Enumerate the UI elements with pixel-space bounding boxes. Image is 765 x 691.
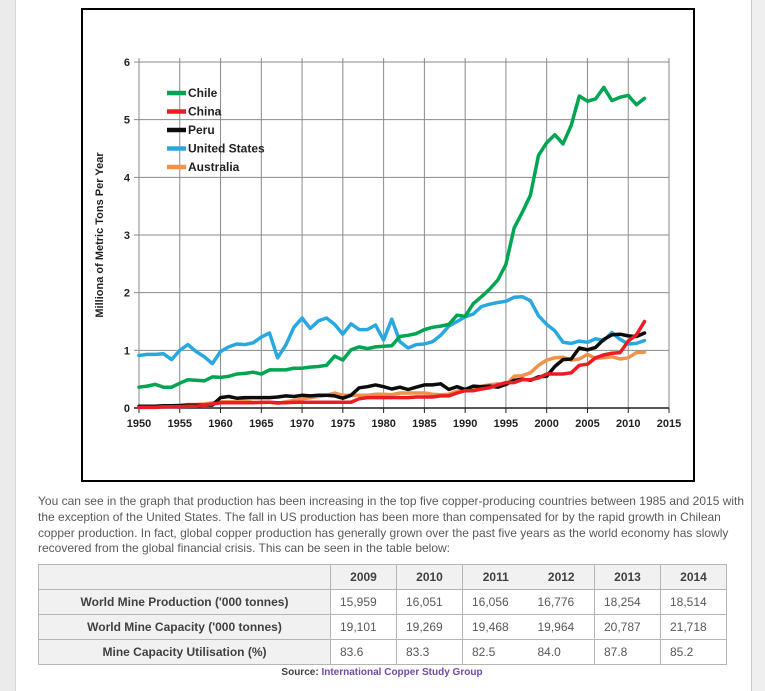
table-cell: 20,787 [595,615,661,640]
chart-figure [81,8,695,482]
y-tick-label: 0 [123,403,130,415]
table-cell: 18,514 [661,590,727,615]
page-right-margin [751,0,765,691]
row-label: World Mine Production ('000 tonnes) [39,590,331,615]
column-header: 2011 [463,565,529,590]
page-left-margin [0,0,16,691]
table-header-row [39,565,727,590]
world-mine-table [38,564,727,665]
table-row [39,640,727,665]
x-tick-label: 1950 [126,418,152,430]
x-tick-label: 1980 [371,418,396,430]
y-tick-label: 4 [123,172,130,185]
legend-label: United States [188,141,265,156]
table-cell: 83.6 [331,640,397,665]
series-line-united-states [139,297,645,364]
x-tick-label: 1975 [330,418,356,430]
table-cell: 84.0 [529,640,595,665]
x-tick-label: 2010 [615,418,641,430]
x-tick-label: 2000 [534,418,559,430]
table-cell: 16,051 [397,590,463,615]
legend-label: Australia [188,160,240,174]
table-cell: 19,468 [463,615,529,640]
table-cell: 15,959 [331,590,397,615]
table-cell: 87.8 [595,640,661,665]
source-link[interactable]: International Copper Study Group [321,667,483,678]
y-tick-label: 2 [123,287,130,300]
table-cell: 82.5 [463,640,529,665]
x-tick-label: 2015 [656,418,682,430]
source-line [38,667,726,678]
x-tick-label: 2005 [575,418,600,430]
body-paragraph: You can see in the graph that production has been increasing in the top five copper-producing countries between 1985 and 2015 with the exception of the United States. The fall in US production has been more than compensated for by the rapid growth in Chilean copper production. In fact, global copper production has generally grown over the past five years as the world economy has slowly recovered from the global financial crisis. This can be seen in the table below: [38,494,745,556]
legend-label: Peru [188,123,215,137]
table-cell: 18,254 [595,590,661,615]
column-header: 2009 [331,565,397,590]
x-tick-label: 1960 [208,418,233,430]
x-tick-label: 1990 [452,418,478,430]
table-cell: 19,964 [529,615,595,640]
column-header: 2010 [397,565,463,590]
legend-label: China [188,104,222,119]
legend-label: Chile [188,86,218,100]
x-tick-label: 1970 [289,418,315,430]
table-row [39,615,727,640]
x-tick-label: 1995 [493,418,519,430]
table-cell: 83.3 [397,640,463,665]
y-tick-label: 3 [123,230,130,242]
column-header: 2014 [661,565,727,590]
corner-cell [39,565,331,590]
table-cell: 21,718 [661,615,727,640]
table-cell: 85.2 [661,640,727,665]
y-tick-label: 6 [123,57,130,69]
row-label: Mine Capacity Utilisation (%) [39,640,331,665]
row-label: World Mine Capacity ('000 tonnes) [39,615,331,640]
table-cell: 16,056 [463,590,529,615]
column-header: 2012 [529,565,595,590]
x-tick-label: 1965 [249,418,274,430]
table-cell: 19,101 [331,615,397,640]
x-tick-label: 1955 [167,418,193,430]
y-tick-label: 1 [123,345,130,358]
column-header: 2013 [595,565,661,590]
source-label: Source: [281,667,319,678]
table-row [39,590,727,615]
y-axis-title: Milliona of Metric Tons Per Year [94,152,106,318]
x-tick-label: 1985 [412,418,437,430]
table-cell: 19,269 [397,615,463,640]
table-cell: 16,776 [529,590,595,615]
copper-production-line-chart [83,10,693,480]
y-tick-label: 5 [123,114,130,127]
